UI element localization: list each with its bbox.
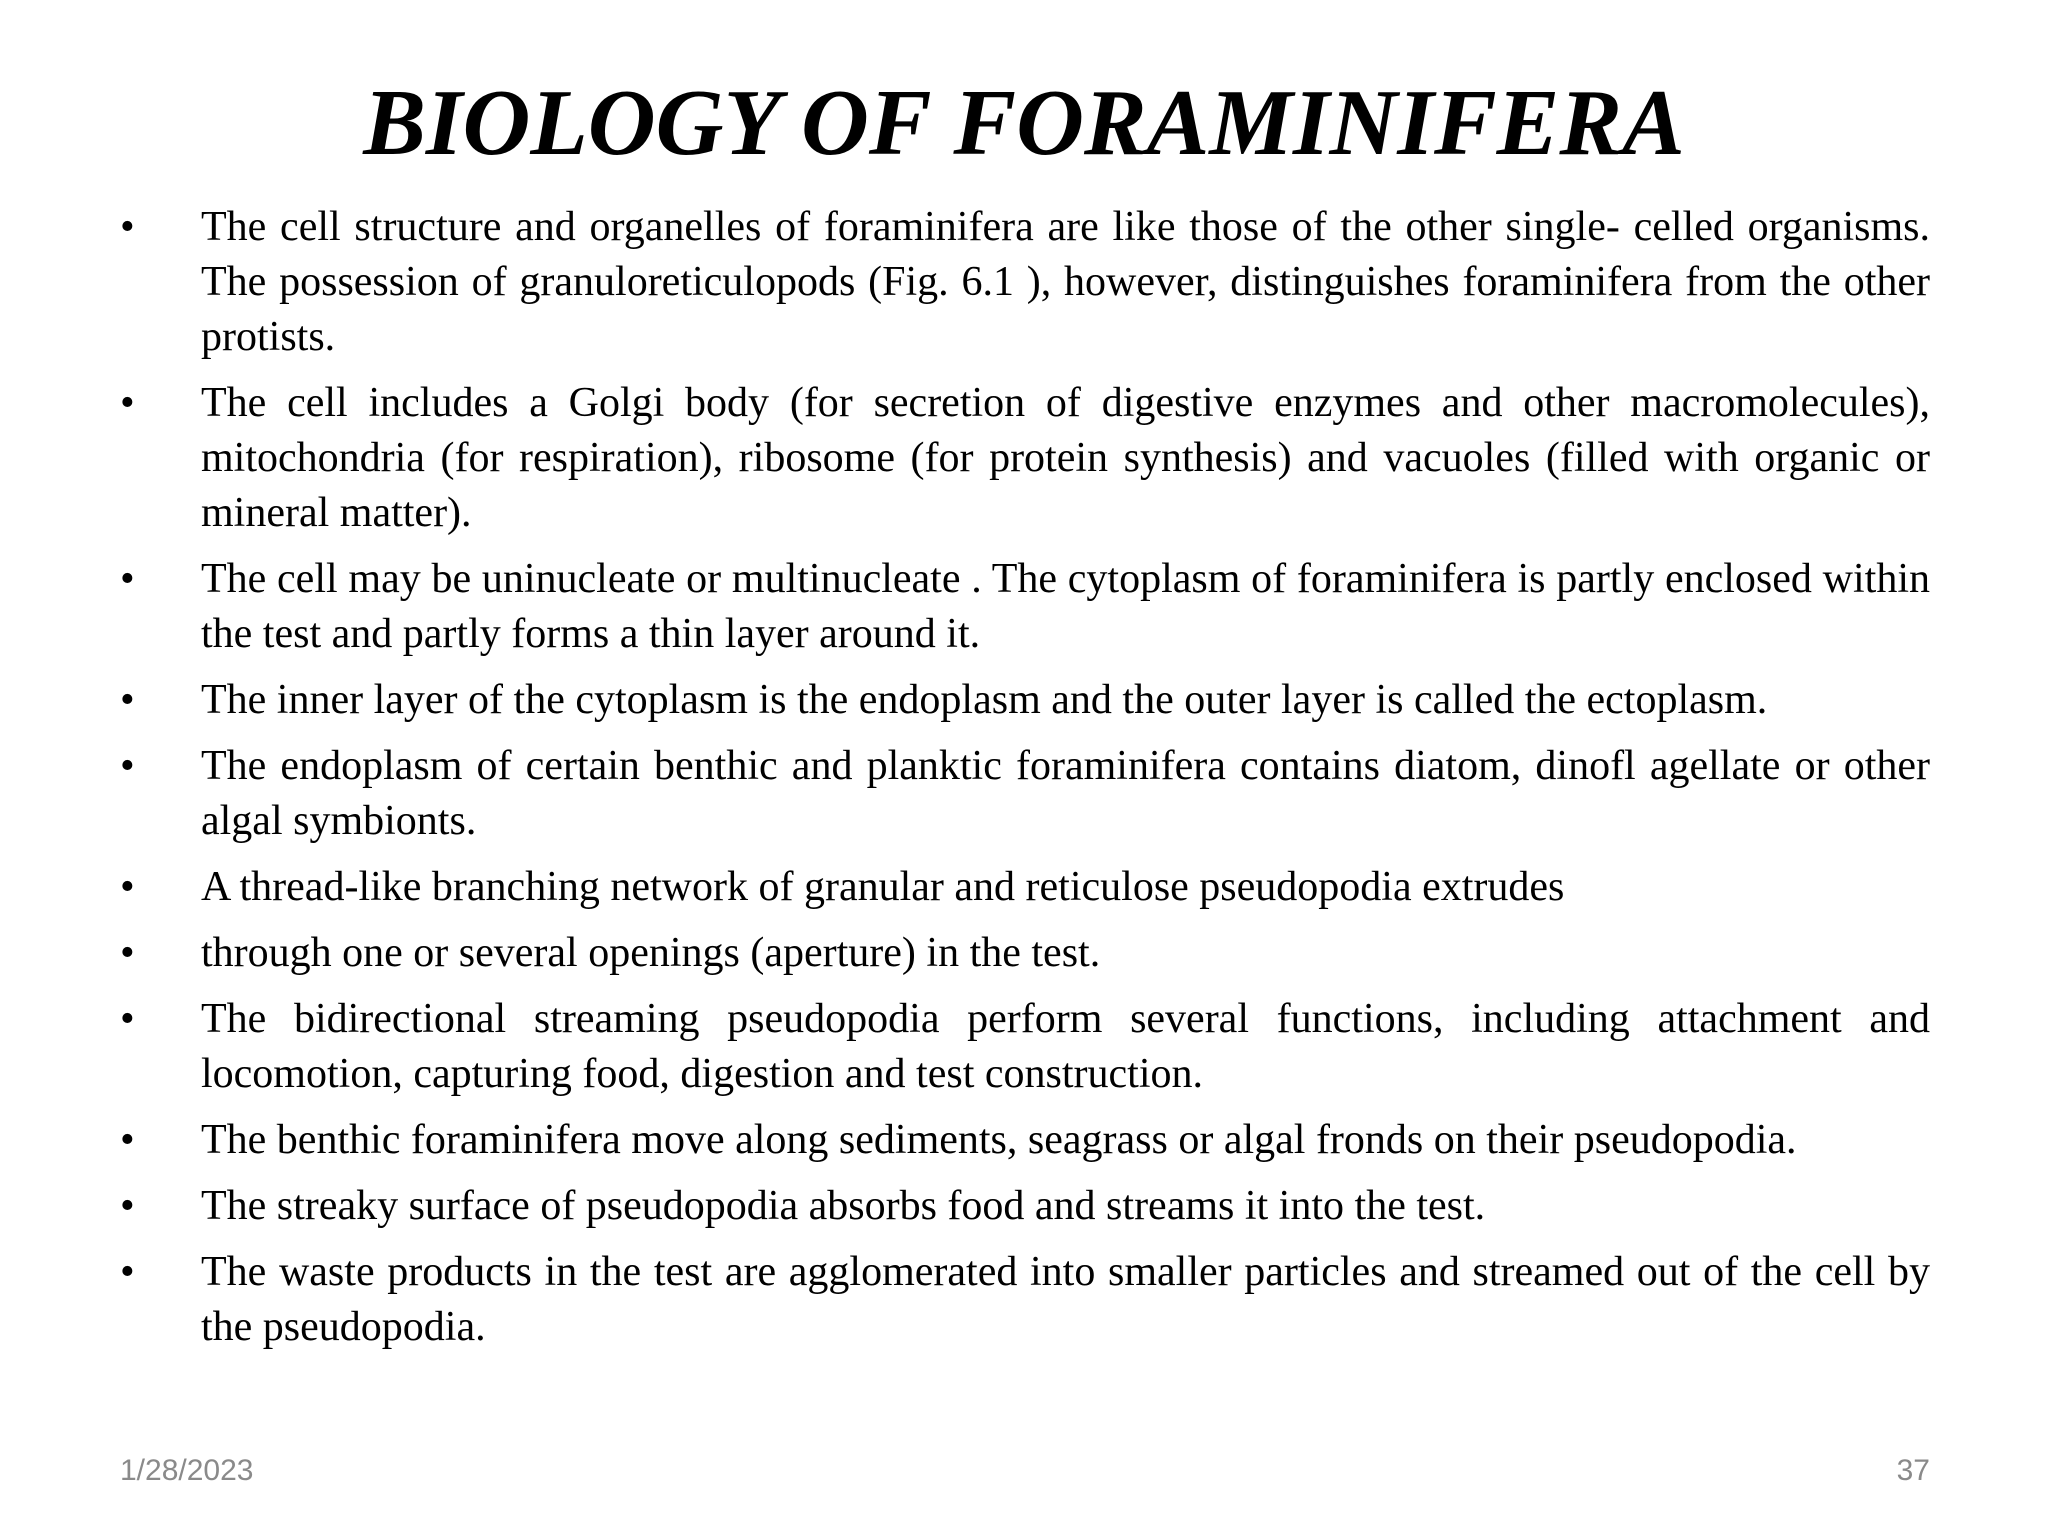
bullet-list bbox=[120, 200, 1930, 1366]
bullet-text: through one or several openings (aperture) in the test. bbox=[201, 930, 1101, 976]
bullet-icon: • bbox=[120, 864, 135, 910]
bullet-text: The cell includes a Golgi body (for secretion of digestive enzymes and other macromolecules), mitochondria (for respiration), ribosome (for protein synthesis) and vacuoles (filled with organic or mineral matter). bbox=[201, 380, 1930, 536]
bullet-text: A thread-like branching network of granular and reticulose pseudopodia extrudes bbox=[201, 864, 1565, 910]
bullet-item bbox=[120, 1113, 1930, 1168]
bullet-item bbox=[120, 673, 1930, 728]
bullet-icon: • bbox=[120, 1183, 135, 1229]
bullet-icon: • bbox=[120, 1117, 135, 1163]
bullet-text: The bidirectional streaming pseudopodia perform several functions, including attachment and locomotion, capturing food, digestion and test construction. bbox=[201, 996, 1930, 1097]
bullet-text: The cell may be uninucleate or multinucleate . The cytoplasm of foraminifera is partly enclosed within the test and partly forms a thin layer around it. bbox=[201, 556, 1930, 657]
bullet-item bbox=[120, 200, 1930, 365]
bullet-item bbox=[120, 376, 1930, 541]
bullet-text: The streaky surface of pseudopodia absorbs food and streams it into the test. bbox=[201, 1183, 1486, 1229]
bullet-text: The waste products in the test are agglomerated into smaller particles and streamed out of the cell by the pseudopodia. bbox=[201, 1249, 1930, 1350]
bullet-text: The benthic foraminifera move along sediments, seagrass or algal fronds on their pseudopodia. bbox=[201, 1117, 1797, 1163]
footer-date: 1/28/2023 bbox=[120, 1454, 254, 1487]
bullet-icon: • bbox=[120, 204, 135, 250]
bullet-icon: • bbox=[120, 556, 135, 602]
bullet-item bbox=[120, 860, 1930, 915]
bullet-item bbox=[120, 926, 1930, 981]
bullet-icon: • bbox=[120, 380, 135, 426]
bullet-item bbox=[120, 1179, 1930, 1234]
bullet-icon: • bbox=[120, 743, 135, 789]
bullet-text: The cell structure and organelles of foraminifera are like those of the other single- celled organisms. The possession of granuloreticulopods (Fig. 6.1 ), however, distinguishes foraminifera from the other protists. bbox=[201, 204, 1930, 360]
bullet-item bbox=[120, 739, 1930, 849]
slide-title: BIOLOGY OF FORAMINIFERA bbox=[363, 71, 1685, 175]
bullet-icon: • bbox=[120, 1249, 135, 1295]
bullet-item bbox=[120, 1245, 1930, 1355]
footer-page-number: 37 bbox=[1896, 1454, 1930, 1487]
bullet-text: The endoplasm of certain benthic and planktic foraminifera contains diatom, dinofl agellate or other algal symbionts. bbox=[201, 743, 1930, 844]
bullet-item bbox=[120, 992, 1930, 1102]
bullet-item bbox=[120, 552, 1930, 662]
bullet-icon: • bbox=[120, 930, 135, 976]
bullet-text: The inner layer of the cytoplasm is the endoplasm and the outer layer is called the ectoplasm. bbox=[201, 677, 1768, 723]
bullet-icon: • bbox=[120, 996, 135, 1042]
bullet-icon: • bbox=[120, 677, 135, 723]
